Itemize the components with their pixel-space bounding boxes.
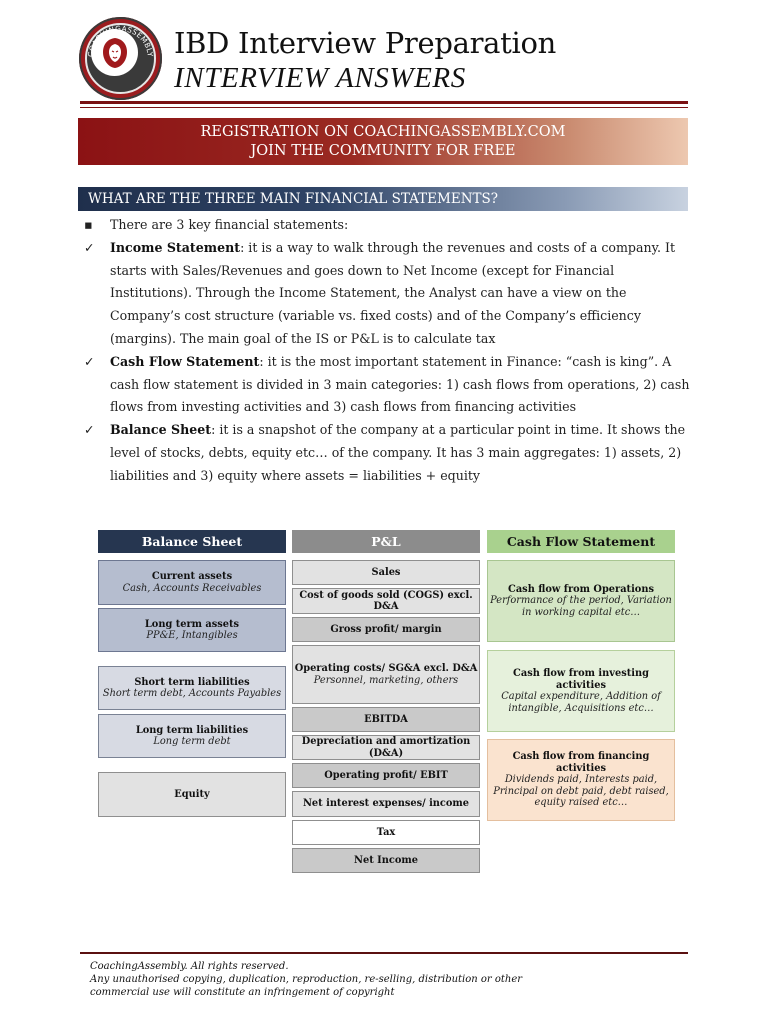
footer-line-1: CoachingAssembly. All rights reserved. <box>90 961 289 972</box>
current-assets-box: Current assets Cash, Accounts Receivables <box>98 560 286 605</box>
header-rule <box>80 101 688 104</box>
tax-box: Tax <box>292 820 480 845</box>
checkmark-icon: ✓ <box>84 422 95 438</box>
ebitda-box: EBITDA <box>292 707 480 732</box>
cf-financing-box: Cash flow from financing activities Dividends paid, Interests paid, Principal on debt paid, debt raised, equity raised etc… <box>487 739 675 821</box>
balance-sheet-header: Balance Sheet <box>98 530 286 553</box>
list-item <box>82 237 690 351</box>
long-term-assets-box: Long term assets PP&E, Intangibles <box>98 608 286 652</box>
definition: : it is a snapshot of the company at a particular point in time. It shows the level of stocks, debts, equity etc… of the company. It has 3 main aggregates: 1) assets, 2) liabilities and 3) equity where assets = liabilities + equity <box>110 422 686 483</box>
long-term-liabilities-box: Long term liabilities Long term debt <box>98 714 286 758</box>
definition: : it is a way to walk through the revenues and costs of a company. It starts with Sales/Revenues and goes down to Net Income (except for Financial Institutions). Through the Income Statement, the Analyst can have a view on the Company’s cost structure (variable vs. fixed costs) and of the Company’s efficiency (margins). The main goal of the IS or P&L is to calculate tax <box>110 239 676 346</box>
depreciation-box: Depreciation and amortization (D&A) <box>292 735 480 760</box>
cf-operations-box: Cash flow from Operations Performance of the period, Variation in working capital etc… <box>487 560 675 642</box>
cf-investing-box: Cash flow from investing activities Capital expenditure, Addition of intangible, Acquisitions etc… <box>487 650 675 732</box>
footer-line-3: commercial use will constitute an infringement of copyright <box>90 987 395 998</box>
square-bullet-icon: ▪ <box>84 217 93 232</box>
term: Cash Flow Statement <box>110 353 260 369</box>
net-income-box: Net Income <box>292 848 480 873</box>
coachingassembly-logo <box>79 17 162 100</box>
operating-costs-box: Operating costs/ SG&A excl. D&A Personnel, marketing, others <box>292 645 480 704</box>
term: Income Statement <box>110 239 241 255</box>
section-heading: WHAT ARE THE THREE MAIN FINANCIAL STATEMENTS? <box>78 187 688 211</box>
sales-box: Sales <box>292 560 480 585</box>
svg-text:COACHINGASSEMBLY: COACHINGASSEMBLY <box>85 23 156 58</box>
section-body <box>82 214 690 488</box>
short-term-liabilities-box: Short term liabilities Short term debt, Accounts Payables <box>98 666 286 710</box>
intro-item <box>82 214 690 237</box>
document-title: IBD Interview Preparation <box>174 26 557 60</box>
document-subtitle: INTERVIEW ANSWERS <box>174 62 466 94</box>
gross-profit-box: Gross profit/ margin <box>292 617 480 642</box>
equity-box: Equity <box>98 772 286 817</box>
banner-line-2: JOIN THE COMMUNITY FOR FREE <box>250 143 516 159</box>
intro-text: There are 3 key financial statements: <box>110 217 349 232</box>
checkmark-icon: ✓ <box>84 239 95 255</box>
term: Balance Sheet <box>110 422 212 438</box>
cash-flow-header: Cash Flow Statement <box>487 530 675 553</box>
registration-banner[interactable] <box>78 118 688 165</box>
footer-rule <box>80 952 688 954</box>
definition: : it is the most important statement in Finance: “cash is king”. A cash flow statement is divided in 3 main categories: 1) cash flows from operations, 2) cash flows from investing activities and 3) cash flows from financing activities <box>110 353 690 415</box>
checkmark-icon: ✓ <box>84 353 95 369</box>
list-item <box>82 351 690 419</box>
header-rule-thin <box>80 107 688 108</box>
pl-header: P&L <box>292 530 480 553</box>
net-interest-box: Net interest expenses/ income <box>292 791 480 817</box>
ebit-box: Operating profit/ EBIT <box>292 763 480 788</box>
copyright-footer <box>90 960 690 999</box>
footer-line-2: Any unauthorised copying, duplication, reproduction, re-selling, distribution or other <box>90 974 523 985</box>
cogs-box: Cost of goods sold (COGS) excl. D&A <box>292 588 480 614</box>
list-item <box>82 419 690 487</box>
banner-line-1: REGISTRATION ON COACHINGASSEMBLY.COM <box>200 124 566 140</box>
